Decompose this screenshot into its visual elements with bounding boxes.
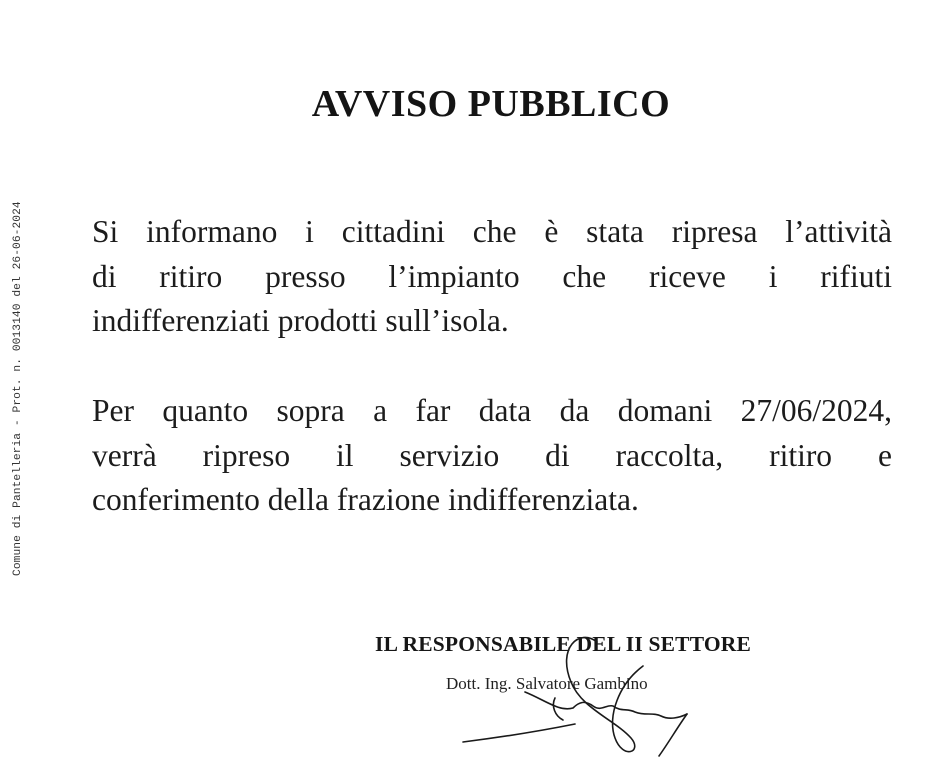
paragraph-1-line-3: indifferenziati prodotti sull’isola. bbox=[92, 303, 509, 338]
paragraph-1-line-2: di ritiro presso l’impianto che riceve i rifiuti bbox=[92, 258, 892, 294]
page-title: AVVISO PUBBLICO bbox=[311, 83, 671, 125]
paragraph-2 bbox=[92, 389, 892, 523]
paragraph-2-line-1: Per quanto sopra a far data da domani 27/06/2024, bbox=[92, 393, 892, 428]
handwritten-signature bbox=[455, 620, 715, 766]
paragraph-1 bbox=[92, 210, 892, 344]
paragraph-2-line-2: verrà ripreso il servizio di raccolta, ritiro e bbox=[92, 437, 892, 473]
protocol-stamp: Comune di Pantelleria - Prot. n. 0013140 del 26-06-2024 bbox=[12, 201, 24, 576]
paragraph-2-line-3: conferimento della frazione indifferenziata. bbox=[92, 482, 639, 517]
signatory-name: Dott. Ing. Salvatore Gambino bbox=[446, 674, 648, 693]
signatory-role: IL RESPONSABILE DEL II SETTORE bbox=[375, 632, 752, 656]
paragraph-1-line-1: Si informano i cittadini che è stata ripresa l’attività bbox=[92, 214, 892, 249]
